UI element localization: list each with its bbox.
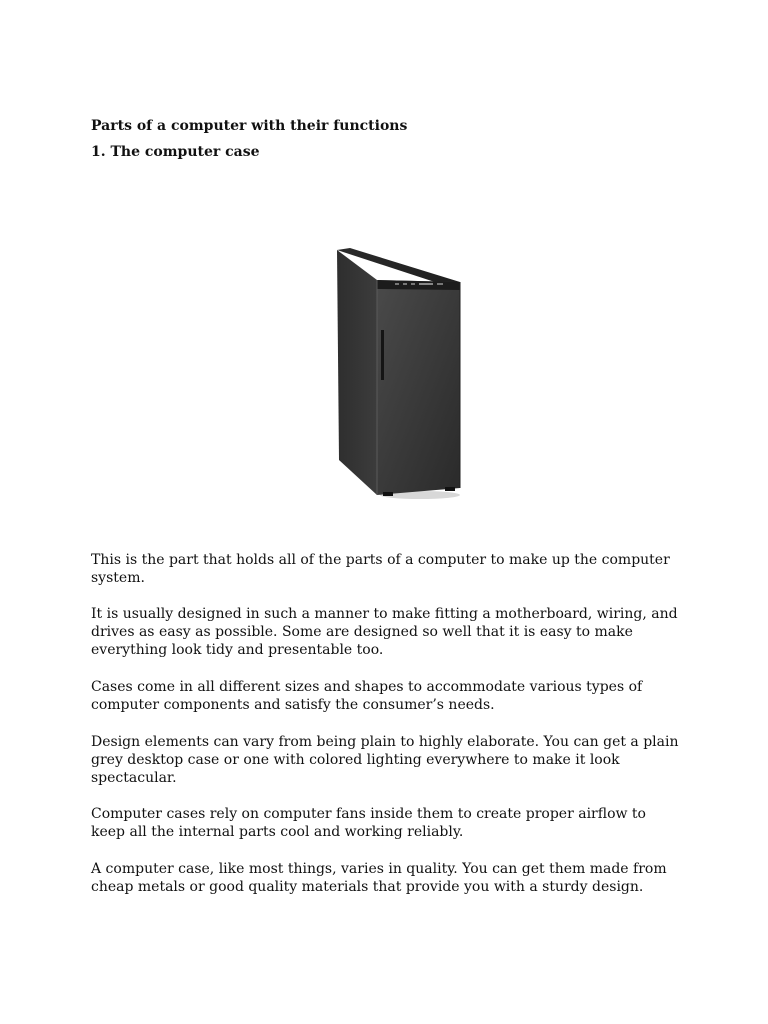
paragraph: Design elements can vary from being plain to highly elaborate. You can get a plain grey desktop case or one with colored lighting everywhere to make it look spectacular.	[91, 734, 679, 786]
paragraph: It is usually designed in such a manner to make fitting a motherboard, wiring, and drives as easy as possible. Some are designed so well that it is easy to make everything look tidy and presentable too.	[91, 606, 678, 658]
paragraph: This is the part that holds all of the parts of a computer to make up the computer system.	[91, 552, 670, 586]
paragraph: Cases come in all different sizes and shapes to accommodate various types of computer components and satisfy the consumer’s needs.	[91, 679, 643, 713]
paragraph: Computer cases rely on computer fans inside them to create proper airflow to keep all the internal parts cool and working reliably.	[91, 806, 646, 840]
paragraph: A computer case, like most things, varies in quality. You can get them made from cheap metals or good quality materials that provide you with a sturdy design.	[91, 861, 667, 895]
computer-case-figure	[325, 240, 470, 505]
document-title: Parts of a computer with their functions	[91, 118, 408, 134]
computer-case-image	[325, 240, 470, 505]
section-title: 1. The computer case	[91, 144, 260, 160]
